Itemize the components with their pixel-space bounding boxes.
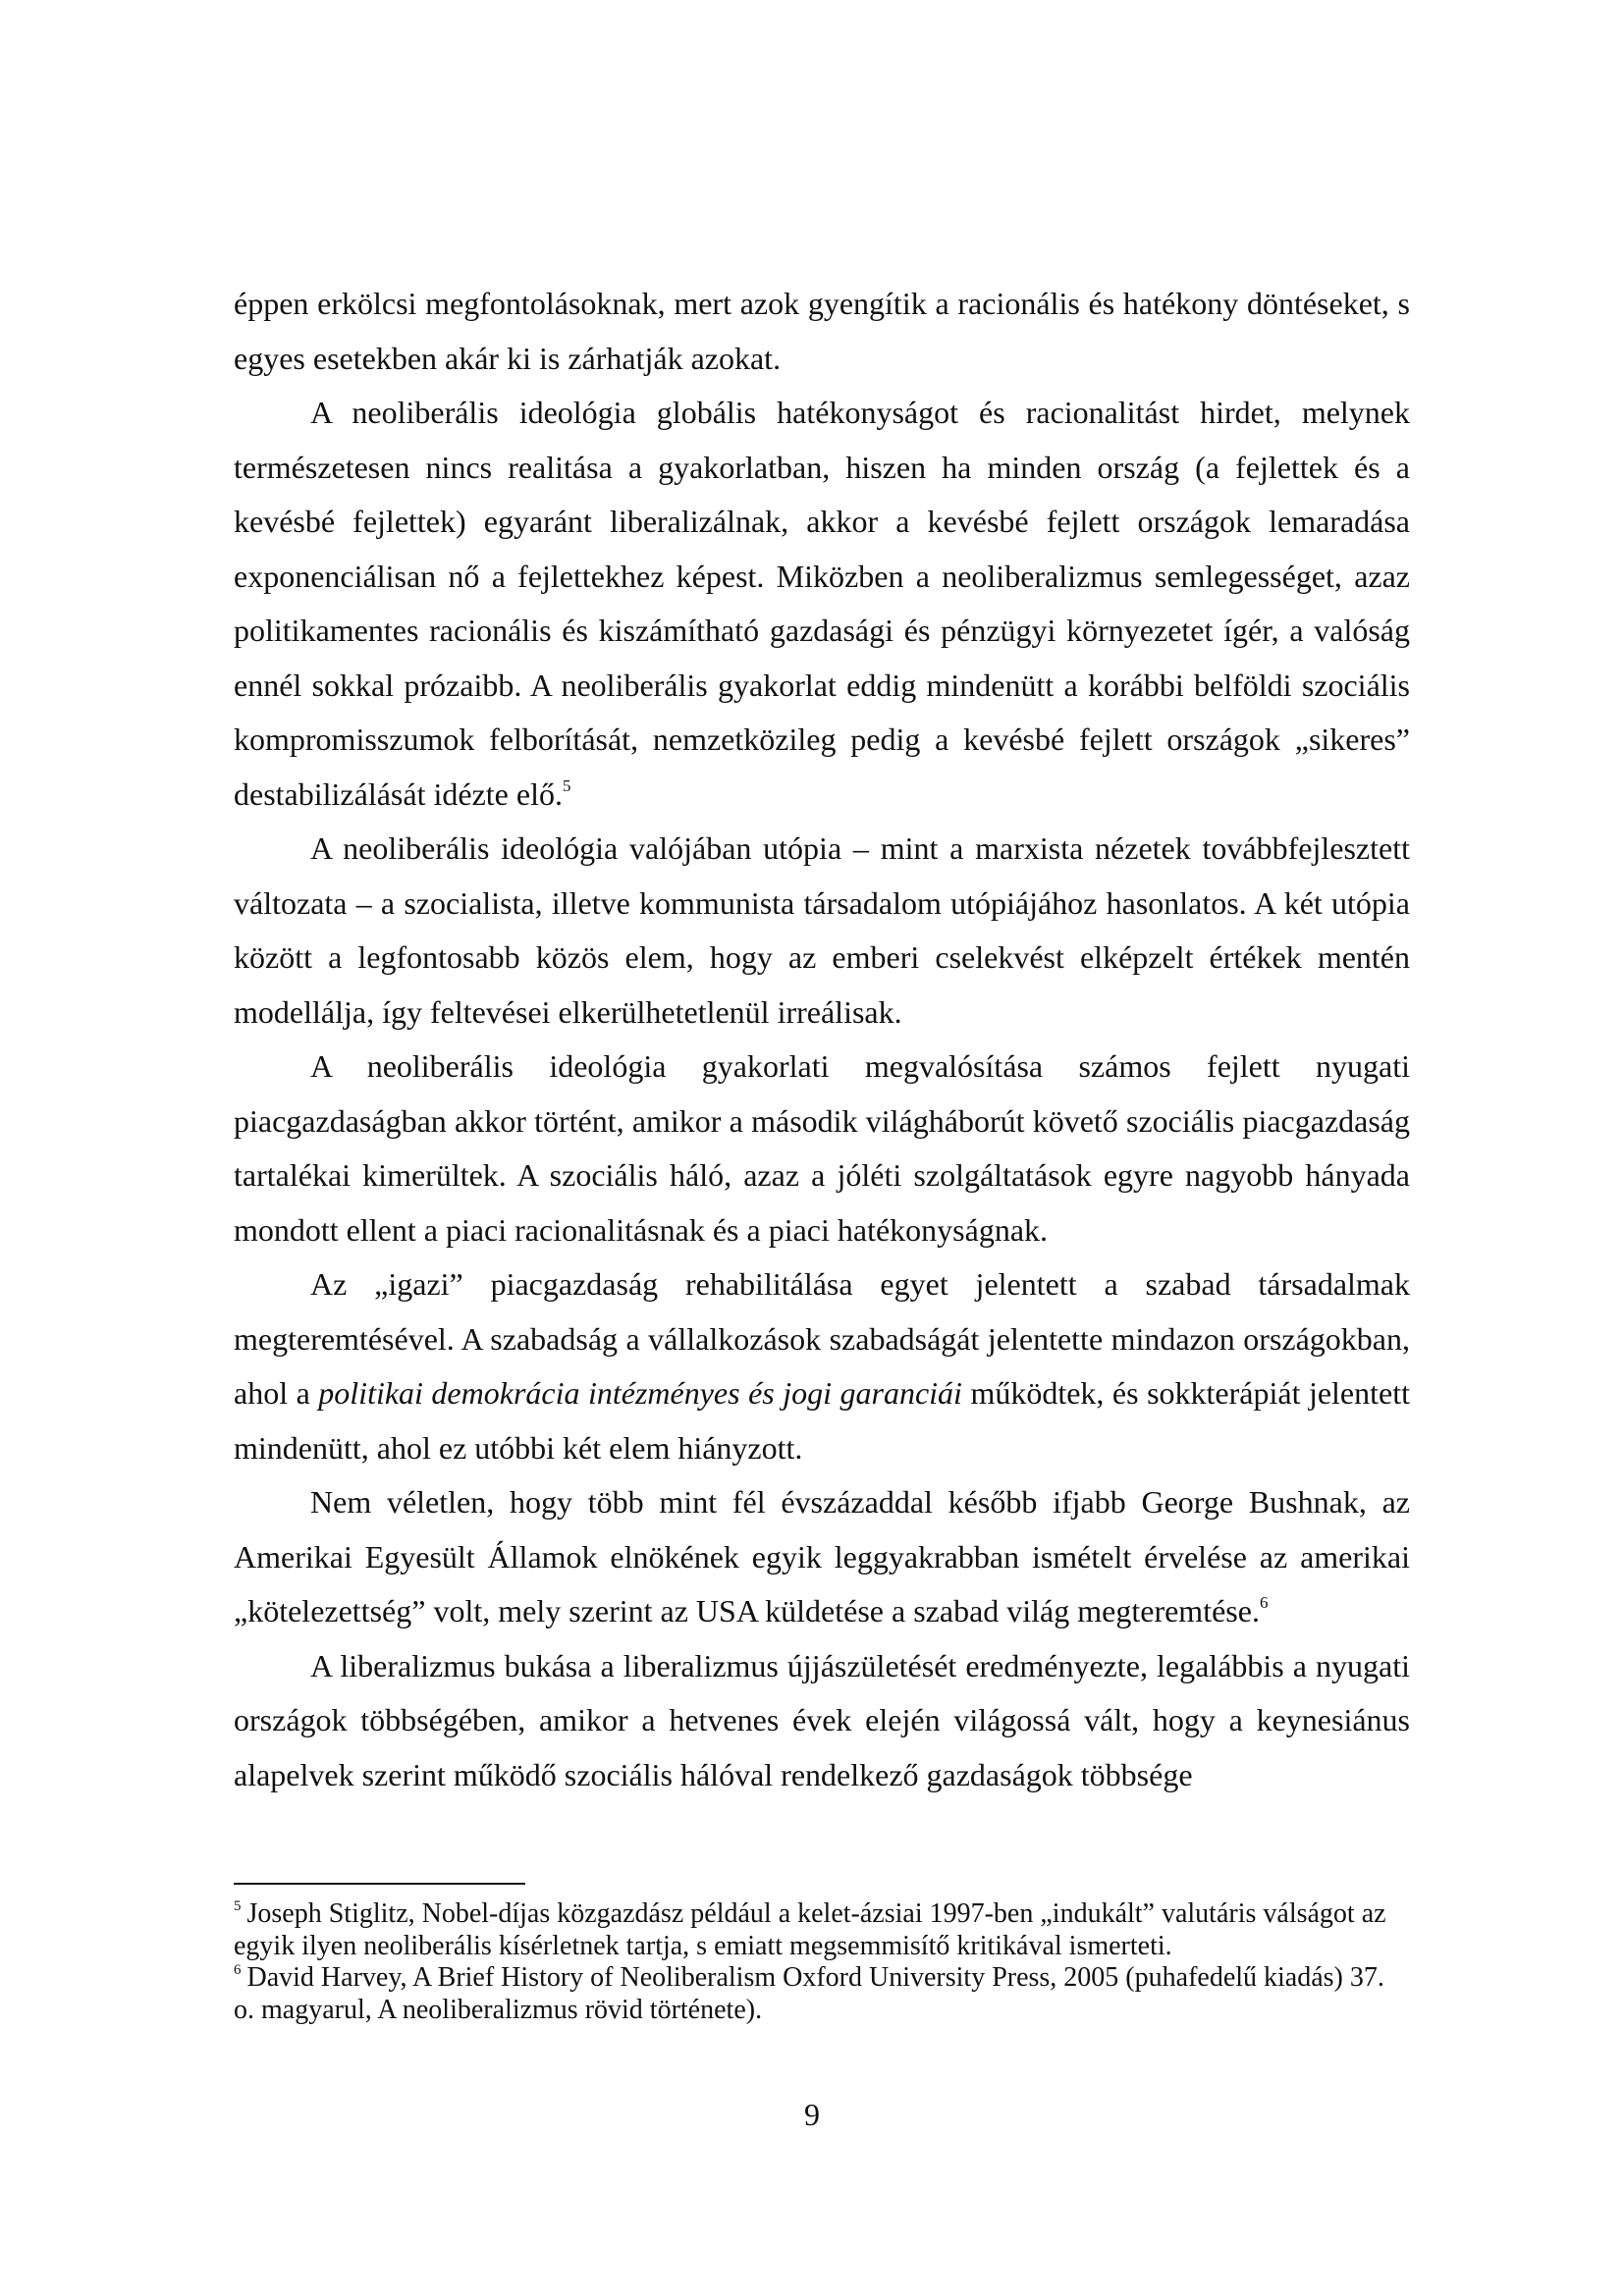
paragraph	[234, 277, 1410, 386]
footnote-number: 6	[234, 1962, 242, 1978]
paragraph	[234, 386, 1410, 822]
paragraph-text: A neoliberális ideológia globális hatékonyságot és racionalitást hirdet, melynek természetesen nincs realitása a gyakorlatban, hiszen ha minden ország (a fejlettek és a kevésbé fejlettek) egyaránt liberalizálnak, akkor a kevésbé fejlett országok lemaradása exponenciálisan nő a fejlettekhez képest. Miközben a neoliberalizmus semlegességet, azaz politikamentes racionális és kiszámítható gazdasági és pénzügyi környezetet ígér, a valóság ennél sokkal prózaibb. A neoliberális gyakorlat eddig mindenütt a korábbi belföldi szociális kompromisszumok felborítását, nemzetközileg pedig a kevésbé fejlett országok „sikeres” destabilizálását idézte elő.	[234, 395, 1410, 812]
paragraph-text: A liberalizmus bukása a liberalizmus újjászületését eredményezte, legalábbis a nyugati országok többségében, amikor a hetvenes évek elején világossá vált, hogy a keynesiánus alapelvek szerint működő szociális hálóval rendelkező gazdaságok többsége	[234, 1647, 1410, 1792]
footnote-separator	[234, 1883, 525, 1885]
footnote-ref[interactable]: 5	[562, 775, 571, 795]
footnote-number: 5	[234, 1898, 242, 1914]
footnote-text: David Harvey, A Brief History of Neoliberalism Oxford University Press, 2005 (puhafedelű kiadás) 37. o. magyarul, A neoliberalizmus rövid története).	[234, 1962, 1384, 2025]
paragraph	[234, 1257, 1410, 1475]
footnote	[234, 1898, 1410, 1962]
footnote-ref[interactable]: 6	[1259, 1593, 1269, 1612]
page-number: 9	[804, 2097, 820, 2132]
paragraph	[234, 1639, 1410, 1803]
footnote	[234, 1962, 1410, 2026]
paragraph-text: éppen erkölcsi megfontolásoknak, mert azok gyengítik a racionális és hatékony döntéseket, s egyes esetekben akár ki is zárhatják azokat.	[234, 286, 1410, 376]
paragraph-text: Nem véletlen, hogy több mint fél évszázaddal később ifjabb George Bushnak, az Amerikai Egyesült Államok elnökének egyik leggyakrabban ismételt érvelése az amerikai „kötelezettség” volt, mely szerint az USA küldetése a szabad világ megteremtése.	[234, 1484, 1410, 1629]
paragraph	[234, 1040, 1410, 1257]
paragraph-text: A neoliberális ideológia valójában utópia – mint a marxista nézetek továbbfejlesztett változata – a szocialista, illetve kommunista társadalom utópiájához hasonlatos. A két utópia között a legfontosabb közös elem, hogy az emberi cselekvést elképzelt értékek mentén modellálja, így feltevései elkerülhetetlenül irreálisak.	[234, 830, 1410, 1030]
page-body	[234, 277, 1410, 1802]
paragraph	[234, 822, 1410, 1040]
italic-phrase: politikai demokrácia intézményes és jogi garanciái	[318, 1375, 962, 1411]
paragraph-text: működtek, és sokkterápiát jelentett mindenütt, ahol ez utóbbi két elem hiányzott.	[234, 1375, 1411, 1466]
paragraph-text: A neoliberális ideológia gyakorlati megvalósítása számos fejlett nyugati piacgazdaságban akkor történt, amikor a második világháborút követő szociális piacgazdaság tartalékai kimerültek. A szociális háló, azaz a jóléti szolgáltatások egyre nagyobb hányada mondott ellent a piaci racionalitásnak és a piaci hatékonyságnak.	[234, 1048, 1410, 1248]
paragraph-text: Az „igazi” piacgazdaság rehabilitálása egyet jelentett a szabad társadalmak megteremtésével. A szabadság a vállalkozások szabadságát jelentette mindazon országokban, ahol a	[234, 1266, 1410, 1411]
footnotes	[234, 1883, 1410, 2026]
paragraph	[234, 1475, 1410, 1639]
footnote-text: Joseph Stiglitz, Nobel-díjas közgazdász például a kelet-ázsiai 1997-ben „indukált” valutáris válságot az egyik ilyen neoliberális kísérletnek tartja, s emiatt megsemmisítő kritikával ismerteti.	[234, 1898, 1386, 1961]
